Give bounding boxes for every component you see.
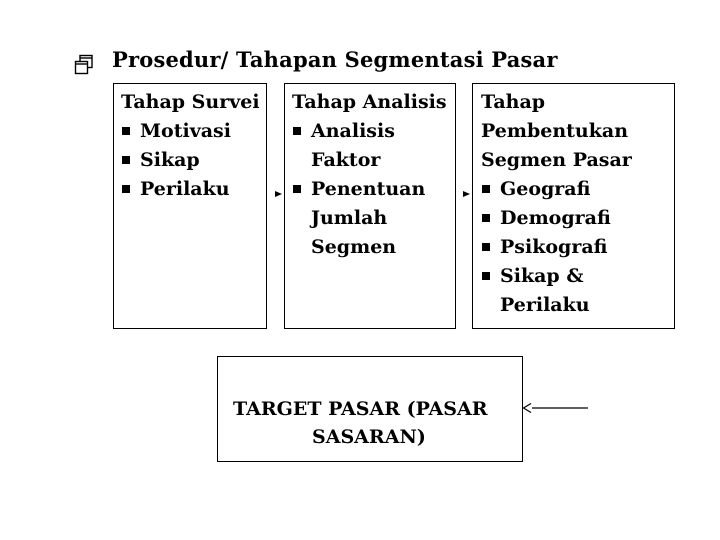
arrowhead-analysis-to-formation (462, 189, 472, 199)
arrow-to-target (522, 402, 590, 414)
stage-text-survey (121, 88, 265, 204)
stage-item-line: Jumlah (311, 207, 388, 229)
stage-list-item (481, 233, 673, 262)
stage-item-line: Penentuan (311, 178, 426, 200)
stage-item-line: Faktor (311, 149, 381, 171)
stage-heading-line: Segmen Pasar (481, 149, 632, 171)
square-bullet-icon (122, 156, 130, 164)
square-bullet-icon (482, 272, 490, 280)
stage-item-line: Sikap & (500, 265, 584, 287)
stage-list-item (121, 175, 265, 204)
square-bullet-icon (293, 127, 301, 135)
diagram-title: Prosedur/ Tahapan Segmentasi Pasar (112, 47, 558, 72)
square-bullet-icon (122, 185, 130, 193)
target-line-1: TARGET PASAR (PASAR (233, 398, 488, 420)
stage-text-analysis (292, 88, 454, 262)
stage-list-item (121, 117, 265, 146)
window-restore-icon (74, 54, 94, 76)
square-bullet-icon (482, 185, 490, 193)
stage-list-item (292, 117, 454, 175)
stage-list-item (481, 262, 673, 320)
arrowhead-survey-to-analysis (274, 189, 284, 199)
stage-list-item (481, 204, 673, 233)
target-line-2: SASARAN) (312, 426, 426, 448)
target-market-label (233, 395, 519, 451)
square-bullet-icon (482, 243, 490, 251)
stage-item-line: Perilaku (500, 294, 590, 316)
square-bullet-icon (293, 185, 301, 193)
stage-list-item (481, 175, 673, 204)
stage-item-line: Demografi (500, 207, 611, 229)
stage-item-line: Psikografi (500, 236, 608, 258)
stage-item-line: Perilaku (140, 178, 230, 200)
square-bullet-icon (122, 127, 130, 135)
stage-item-line: Motivasi (140, 120, 231, 142)
stage-heading-line: Tahap (481, 91, 546, 113)
stage-text-segment-formation (481, 88, 673, 320)
stage-list-item (292, 175, 454, 262)
stage-item-line: Segmen (311, 236, 397, 258)
stage-heading-line: Tahap Analisis (292, 91, 447, 113)
stage-item-line: Geografi (500, 178, 591, 200)
stage-list-item (121, 146, 265, 175)
stage-item-line: Sikap (140, 149, 200, 171)
stage-heading-line: Tahap Survei (121, 91, 260, 113)
stage-heading-line: Pembentukan (481, 120, 629, 142)
stage-item-line: Analisis (311, 120, 395, 142)
square-bullet-icon (482, 214, 490, 222)
